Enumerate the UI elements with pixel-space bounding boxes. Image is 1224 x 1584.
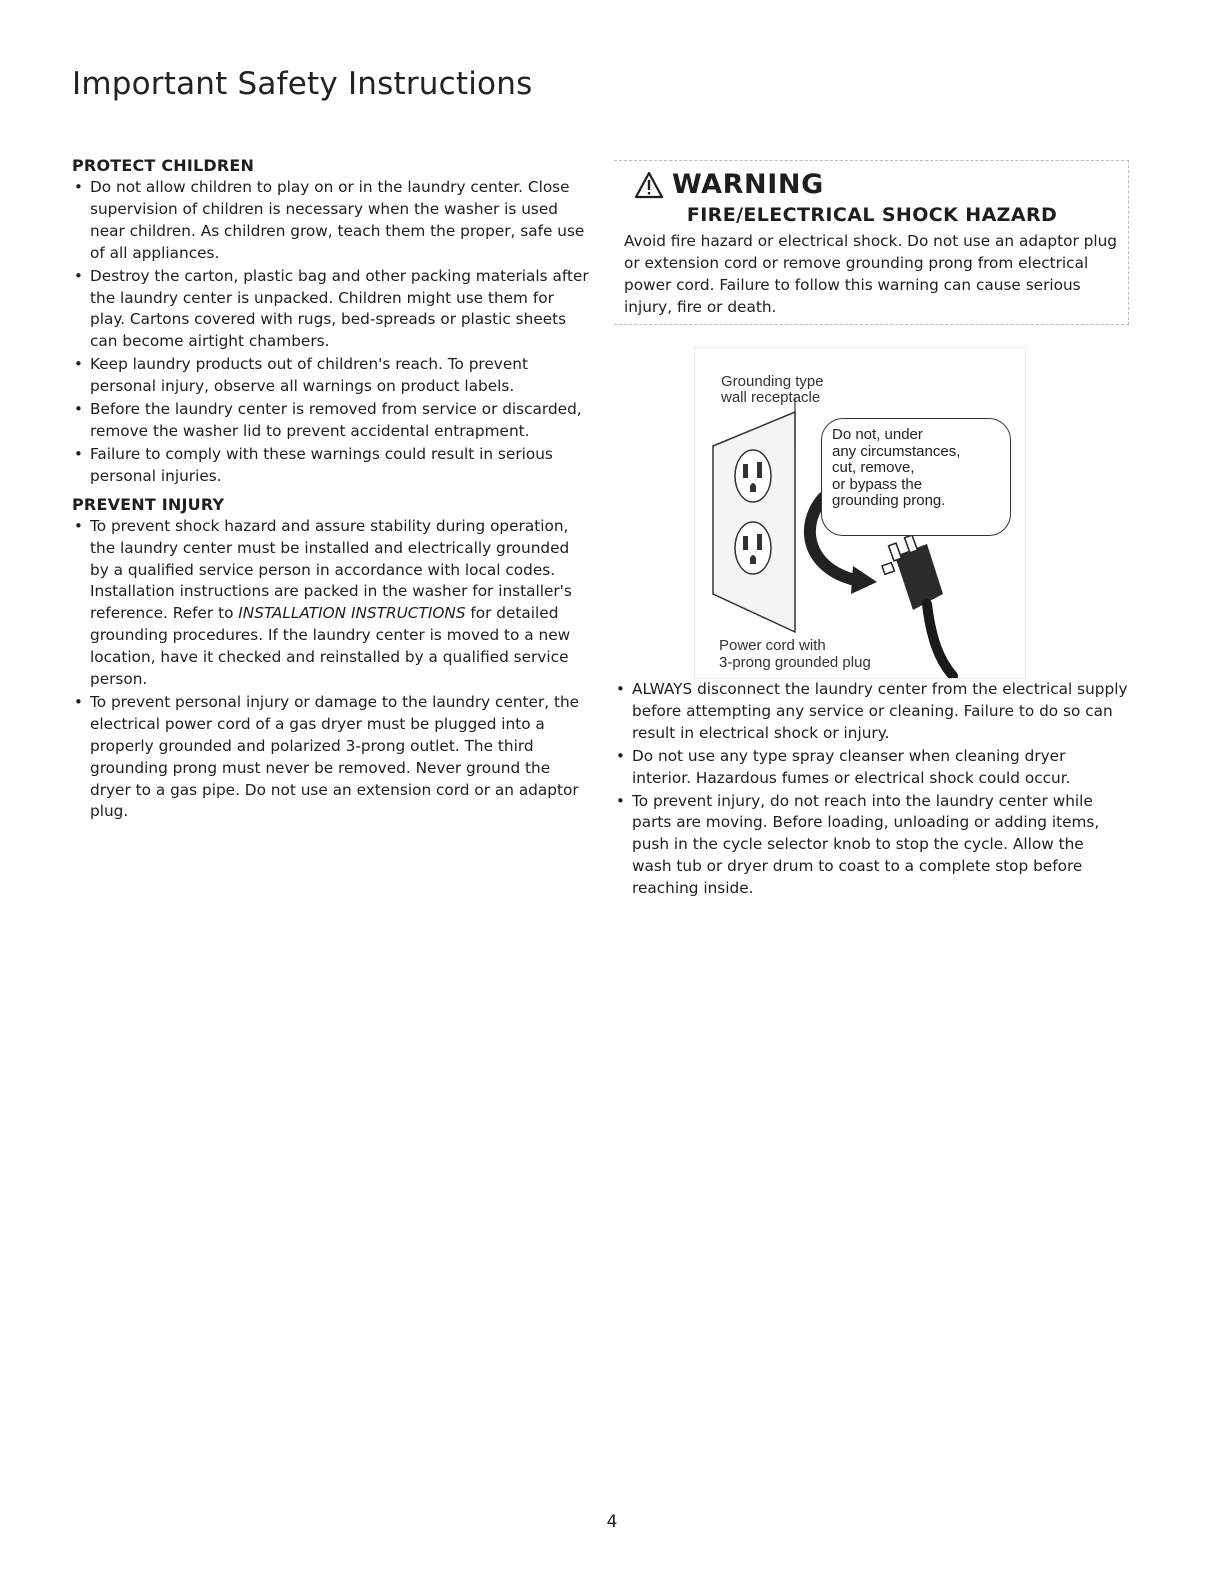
list-item-text: To prevent injury, do not reach into the laundry center while parts are moving. Before loading, unloading or adding items, push in the cycle selector knob to stop the cycle. Allow the wash tub or dryer drum to coast to a complete stop before reaching inside. — [632, 791, 1100, 898]
list-item-text: Destroy the carton, plastic bag and other packing materials after the laundry center is unpacked. Children might use them for play. Cartons covered with rugs, bed-spreads or plastic sheets can become airtight chambers. — [90, 266, 589, 351]
bullet-icon: • — [616, 791, 625, 810]
bullet-icon: • — [74, 178, 83, 196]
bullet-icon: • — [74, 692, 83, 711]
list-item-text: Do not use any type spray cleanser when cleaning dryer interior. Hazardous fumes or electrical shock could occur. — [632, 746, 1071, 787]
protect-children-heading: PROTECT CHILDREN — [72, 156, 255, 175]
list-item-text-part: To prevent shock hazard and assure stability during operation, the laundry center must be installed and electrically grounded by a qualified service person in accordance with local codes. Installation instructions are packed in the washer for installer's reference. Refer to — [90, 516, 572, 623]
bullet-icon: • — [74, 355, 83, 374]
list-item-text: Failure to comply with these warnings could result in serious personal injuries. — [90, 444, 553, 485]
list-item-text: ALWAYS disconnect the laundry center from the electrical supply before attempting any service or cleaning. Failure to do so can result in electrical shock or injury. — [632, 680, 1128, 742]
callout-bubble — [821, 418, 1011, 536]
right-safety-list — [614, 679, 1128, 900]
right-column — [614, 160, 1128, 901]
plug-label-line1: Power cord with — [719, 637, 826, 654]
list-item-text: Before the laundry center is removed from service or discarded, remove the washer lid to prevent accidental entrapment. — [90, 400, 582, 440]
warning-title — [634, 169, 1120, 200]
protect-children-list — [72, 177, 592, 488]
bullet-icon: • — [74, 444, 83, 463]
list-item — [72, 516, 592, 691]
warning-triangle-icon — [634, 171, 664, 199]
warning-label: WARNING — [672, 169, 824, 200]
list-item-text: To prevent personal injury or damage to the laundry center, the electrical power cord of a gas dryer must be plugged into a properly grounded and polarized 3-prong outlet. The third grounding prong must never be removed. Never ground the dryer to a gas pipe. Do not use an extension cord or an adaptor plug. — [90, 692, 580, 821]
list-item — [614, 679, 1128, 745]
bullet-icon: • — [74, 516, 83, 535]
callout-text: Do not, under any circumstances, cut, remove, or bypass the grounding prong. — [832, 426, 961, 509]
hazard-text: Avoid fire hazard or electrical shock. Do not use an adaptor plug or extension cord or remove grounding prong from electrical power cord. Failure to follow this warning can cause serious injury, fire or death. — [624, 232, 1117, 316]
warning-box — [614, 160, 1129, 325]
list-item-text: Do not allow children to play on or in the laundry center. Close supervision of children is necessary when the washer is used near children. As children grow, teach them the proper, safe use of all appliances. — [90, 178, 585, 262]
installation-instructions-reference: INSTALLATION INSTRUCTIONS — [238, 604, 466, 623]
list-item-text: Keep laundry products out of children's reach. To prevent personal injury, observe all warnings on product labels. — [90, 355, 528, 396]
receptacle-label-line2: wall receptacle — [721, 389, 821, 406]
left-column — [72, 156, 592, 824]
list-item — [614, 746, 1128, 790]
bullet-icon: • — [74, 400, 83, 419]
prevent-injury-list — [72, 516, 592, 824]
page-title: Important Safety Instructions — [72, 66, 533, 102]
list-item — [72, 266, 592, 354]
plug-label-line2: 3-prong grounded plug — [719, 654, 871, 671]
list-item — [72, 444, 592, 488]
list-item — [614, 791, 1128, 901]
bullet-icon: • — [74, 266, 83, 285]
page-number: 4 — [606, 1512, 618, 1532]
list-item — [72, 692, 592, 823]
list-item — [72, 399, 592, 443]
hazard-heading: FIRE/ELECTRICAL SHOCK HAZARD — [686, 204, 1058, 226]
bullet-icon: • — [616, 746, 625, 765]
list-item — [72, 177, 592, 265]
list-item — [72, 354, 592, 398]
prevent-injury-heading: PREVENT INJURY — [72, 494, 225, 514]
bullet-icon: • — [616, 680, 625, 698]
grounding-illustration — [694, 347, 1026, 679]
receptacle-label-line1: Grounding type — [721, 373, 824, 390]
list-item-text-part: for detailed grounding procedures. If the laundry center is moved to a new location, have it checked and reinstalled by a qualified service person. — [90, 604, 571, 689]
